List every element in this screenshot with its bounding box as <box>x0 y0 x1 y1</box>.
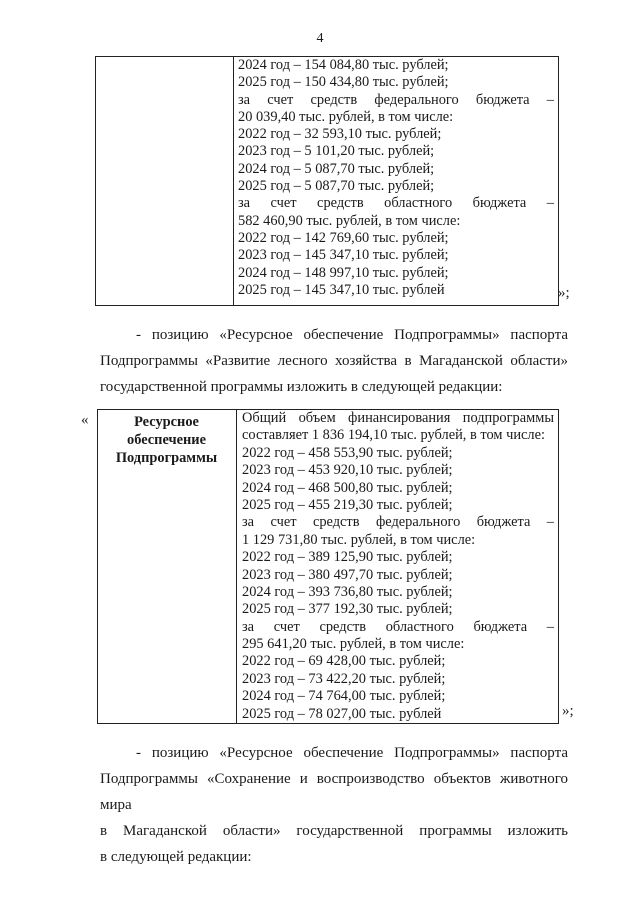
table-line: 2025 год – 5 087,70 тыс. рублей; <box>238 178 435 195</box>
table-value-cell <box>242 410 554 723</box>
table-column-divider <box>236 410 237 723</box>
paragraph-line: в следующей редакции: <box>100 849 252 865</box>
table-line: 2024 год – 154 084,80 тыс. рублей; <box>238 57 449 73</box>
table-line: 2023 год – 145 347,10 тыс. рублей; <box>238 247 449 264</box>
table-line: 2024 год – 5 087,70 тыс. рублей; <box>238 160 435 177</box>
table-value-cell <box>238 57 554 299</box>
instruction-paragraph <box>100 740 568 870</box>
table-line: 2023 год – 73 422,20 тыс. рублей; <box>242 670 446 687</box>
table-line: 2024 год – 393 736,80 тыс. рублей; <box>242 583 453 600</box>
table-line: 2025 год – 455 219,30 тыс. рублей; <box>242 496 453 513</box>
table-line: 2022 год – 458 553,90 тыс. рублей; <box>242 444 453 461</box>
table-line: 2022 год – 389 125,90 тыс. рублей; <box>242 549 453 566</box>
instruction-paragraph <box>100 322 568 400</box>
table-line: 1 129 731,80 тыс. рублей, в том числе: <box>242 531 476 548</box>
table-column-divider <box>233 57 234 305</box>
table-line: 2022 год – 69 428,00 тыс. рублей; <box>242 653 446 670</box>
page-number: 4 <box>316 31 324 46</box>
table-line: 20 039,40 тыс. рублей, в том числе: <box>238 108 454 125</box>
table-line: за счет средств федерального бюджета – <box>242 514 554 531</box>
table-line: 2025 год – 150 434,80 тыс. рублей; <box>238 74 449 91</box>
table-line: 2022 год – 142 769,60 тыс. рублей; <box>238 229 449 246</box>
row-label-line: Ресурсное <box>134 414 199 430</box>
table-line: 2025 год – 377 192,30 тыс. рублей; <box>242 601 453 618</box>
table-line: 2023 год – 5 101,20 тыс. рублей; <box>238 143 435 160</box>
resource-table <box>97 409 559 724</box>
table-line: 2025 год – 78 027,00 тыс. рублей <box>242 705 442 722</box>
table-line: 295 641,20 тыс. рублей, в том числе: <box>242 636 465 653</box>
table-line: за счет средств федерального бюджета – <box>238 91 554 108</box>
row-label-line: Подпрограммы <box>115 450 218 466</box>
table-line: 2024 год – 74 764,00 тыс. рублей; <box>242 688 446 705</box>
paragraph-line: в Магаданской области» государственной программы изложить <box>100 823 568 839</box>
table-line: 2024 год – 468 500,80 тыс. рублей; <box>242 479 453 496</box>
table-line: 2025 год – 145 347,10 тыс. рублей <box>238 281 445 298</box>
paragraph-line: Подпрограммы «Сохранение и воспроизводство объектов животного мира <box>100 771 568 813</box>
opening-quote-mark: « <box>81 412 89 428</box>
row-label <box>98 413 235 467</box>
paragraph-line: - позицию «Ресурсное обеспечение Подпрограммы» паспорта <box>136 745 568 761</box>
closing-quote-mark: »; <box>558 285 570 301</box>
resource-table-continuation <box>95 56 559 306</box>
table-line: составляет 1 836 194,10 тыс. рублей, в том числе: <box>242 427 545 444</box>
table-line: 2024 год – 148 997,10 тыс. рублей; <box>238 264 449 281</box>
paragraph-line: Подпрограммы «Развитие лесного хозяйства в Магаданской области» <box>100 353 568 369</box>
paragraph-line: государственной программы изложить в следующей редакции: <box>100 379 503 395</box>
paragraph-line: - позицию «Ресурсное обеспечение Подпрограммы» паспорта <box>136 327 568 343</box>
table-line: Общий объем финансирования подпрограммы <box>242 410 554 426</box>
table-line: 2023 год – 380 497,70 тыс. рублей; <box>242 566 453 583</box>
table-line: 2022 год – 32 593,10 тыс. рублей; <box>238 126 442 143</box>
row-label-line: обеспечение <box>127 432 206 448</box>
table-line: за счет средств областного бюджета – <box>238 195 554 212</box>
table-line: 582 460,90 тыс. рублей, в том числе: <box>238 212 461 229</box>
closing-quote-mark: »; <box>562 703 574 719</box>
table-line: за счет средств областного бюджета – <box>242 618 554 635</box>
table-line: 2023 год – 453 920,10 тыс. рублей; <box>242 462 453 479</box>
